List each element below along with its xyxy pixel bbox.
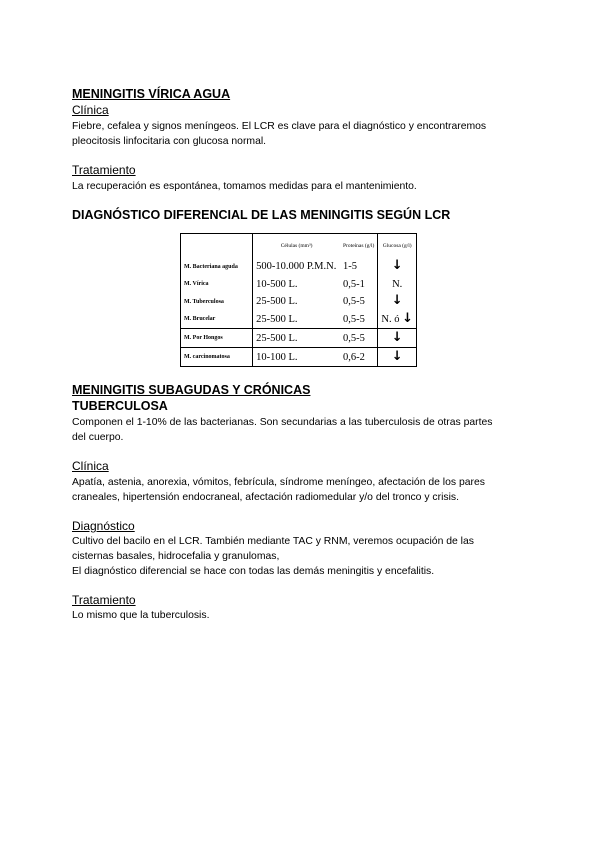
differential-diagnosis-title: DIAGNÓSTICO DIFERENCIAL DE LAS MENINGITIS SEGÚN LCR [72,208,451,222]
viral-clinica-line1: Fiebre, cefalea y signos meníngeos. El LCR es clave para el diagnóstico y encontraremos [72,121,487,132]
tb-clinica-line2: craneales, hipertensión endocraneal, afectación radiomedular y/o del tronco y crisis. [72,492,459,503]
tb-tratamiento-heading: Tratamiento [72,593,136,607]
table-row [181,310,416,328]
down-arrow-icon: ↓ [402,310,413,326]
table-header-row [181,234,416,258]
row-name: M. carcinomatosa [181,348,253,366]
row-proteinas: 0,5-5 [340,310,378,328]
row-celulas: 25-500 L. [256,313,298,325]
tb-clinica-heading: Clínica [72,459,109,473]
row-celulas: 10-100 L. [253,348,340,366]
table-row [181,348,416,366]
row-celulas: 500-10.000 P.M.N. [256,261,337,273]
header-proteinas: Proteínas (g/l) [340,234,378,258]
viral-clinica-line2: pleocitosis linfocitaria con glucosa normal. [72,136,267,147]
tb-diagnostico-heading: Diagnóstico [72,519,135,533]
down-arrow-icon: ↓ [391,329,403,345]
tb-clinica-line1: Apatía, astenia, anorexia, vómitos, febrícula, síndrome meníngeo, afectación de los pares [72,477,485,488]
row-proteinas: 0,5-1 [340,275,378,292]
row-glucosa [378,310,416,328]
table-row [181,329,416,348]
row-glucosa [378,258,416,275]
row-name: M. Por Hongos [181,329,253,348]
header-glucosa: Glucosa (g/l) [382,243,412,249]
row-celulas: 10-500 L. [256,278,298,290]
table-row [181,258,416,275]
row-glucosa [378,348,416,366]
viral-meningitis-title: MENINGITIS VÍRICA AGUA [72,87,231,101]
tb-diagnostico-line3: El diagnóstico diferencial se hace con todas las demás meningitis y encefalitis. [72,566,435,577]
tb-diagnostico-line2: cisternas basales, hidrocefalia y granulomas, [72,551,280,562]
glucosa-prefix: N. ó [381,313,400,325]
lcr-differential-table [180,233,417,367]
row-glucosa [378,275,416,292]
row-celulas: 25-500 L. [256,296,298,308]
down-arrow-icon: ↓ [391,348,403,364]
row-celulas: 25-500 L. [253,329,340,348]
table-row [181,275,416,292]
row-name: M. Tuberculosa [181,293,253,310]
tuberculosa-subtitle: TUBERCULOSA [72,399,168,413]
header-empty [181,234,253,258]
row-proteinas: 0,5-5 [340,329,378,348]
row-glucosa [378,293,416,310]
viral-clinica-heading: Clínica [72,103,109,117]
viral-tratamiento-heading: Tratamiento [72,163,136,177]
table-row [181,293,416,310]
row-proteinas: 1-5 [340,258,378,275]
row-name: M. Vírica [181,275,253,292]
tuberculosa-intro-line1: Componen el 1-10% de las bacterianas. Son secundarias a las tuberculosis de otras partes [72,417,493,428]
tb-diagnostico-line1: Cultivo del bacilo en el LCR. También mediante TAC y RNM, veremos ocupación de las [72,536,474,547]
header-celulas: Células (mm³) [280,243,313,249]
down-arrow-icon: ↓ [391,258,403,274]
row-name: M. Bacteriana aguda [181,258,253,275]
down-arrow-icon: ↓ [391,293,403,309]
tuberculosa-intro-line2: del cuerpo. [72,432,124,443]
glucosa-prefix: N. [392,278,403,290]
tb-tratamiento-text: Lo mismo que la tuberculosis. [72,610,210,621]
row-glucosa [378,329,416,348]
viral-tratamiento-text: La recuperación es espontánea, tomamos medidas para el mantenimiento. [72,181,417,192]
row-name: M. Brucelar [181,310,253,328]
subacute-chronic-title: MENINGITIS SUBAGUDAS Y CRÓNICAS [72,383,311,397]
row-proteinas: 0,5-5 [340,293,378,310]
row-proteinas: 0,6-2 [340,348,378,366]
